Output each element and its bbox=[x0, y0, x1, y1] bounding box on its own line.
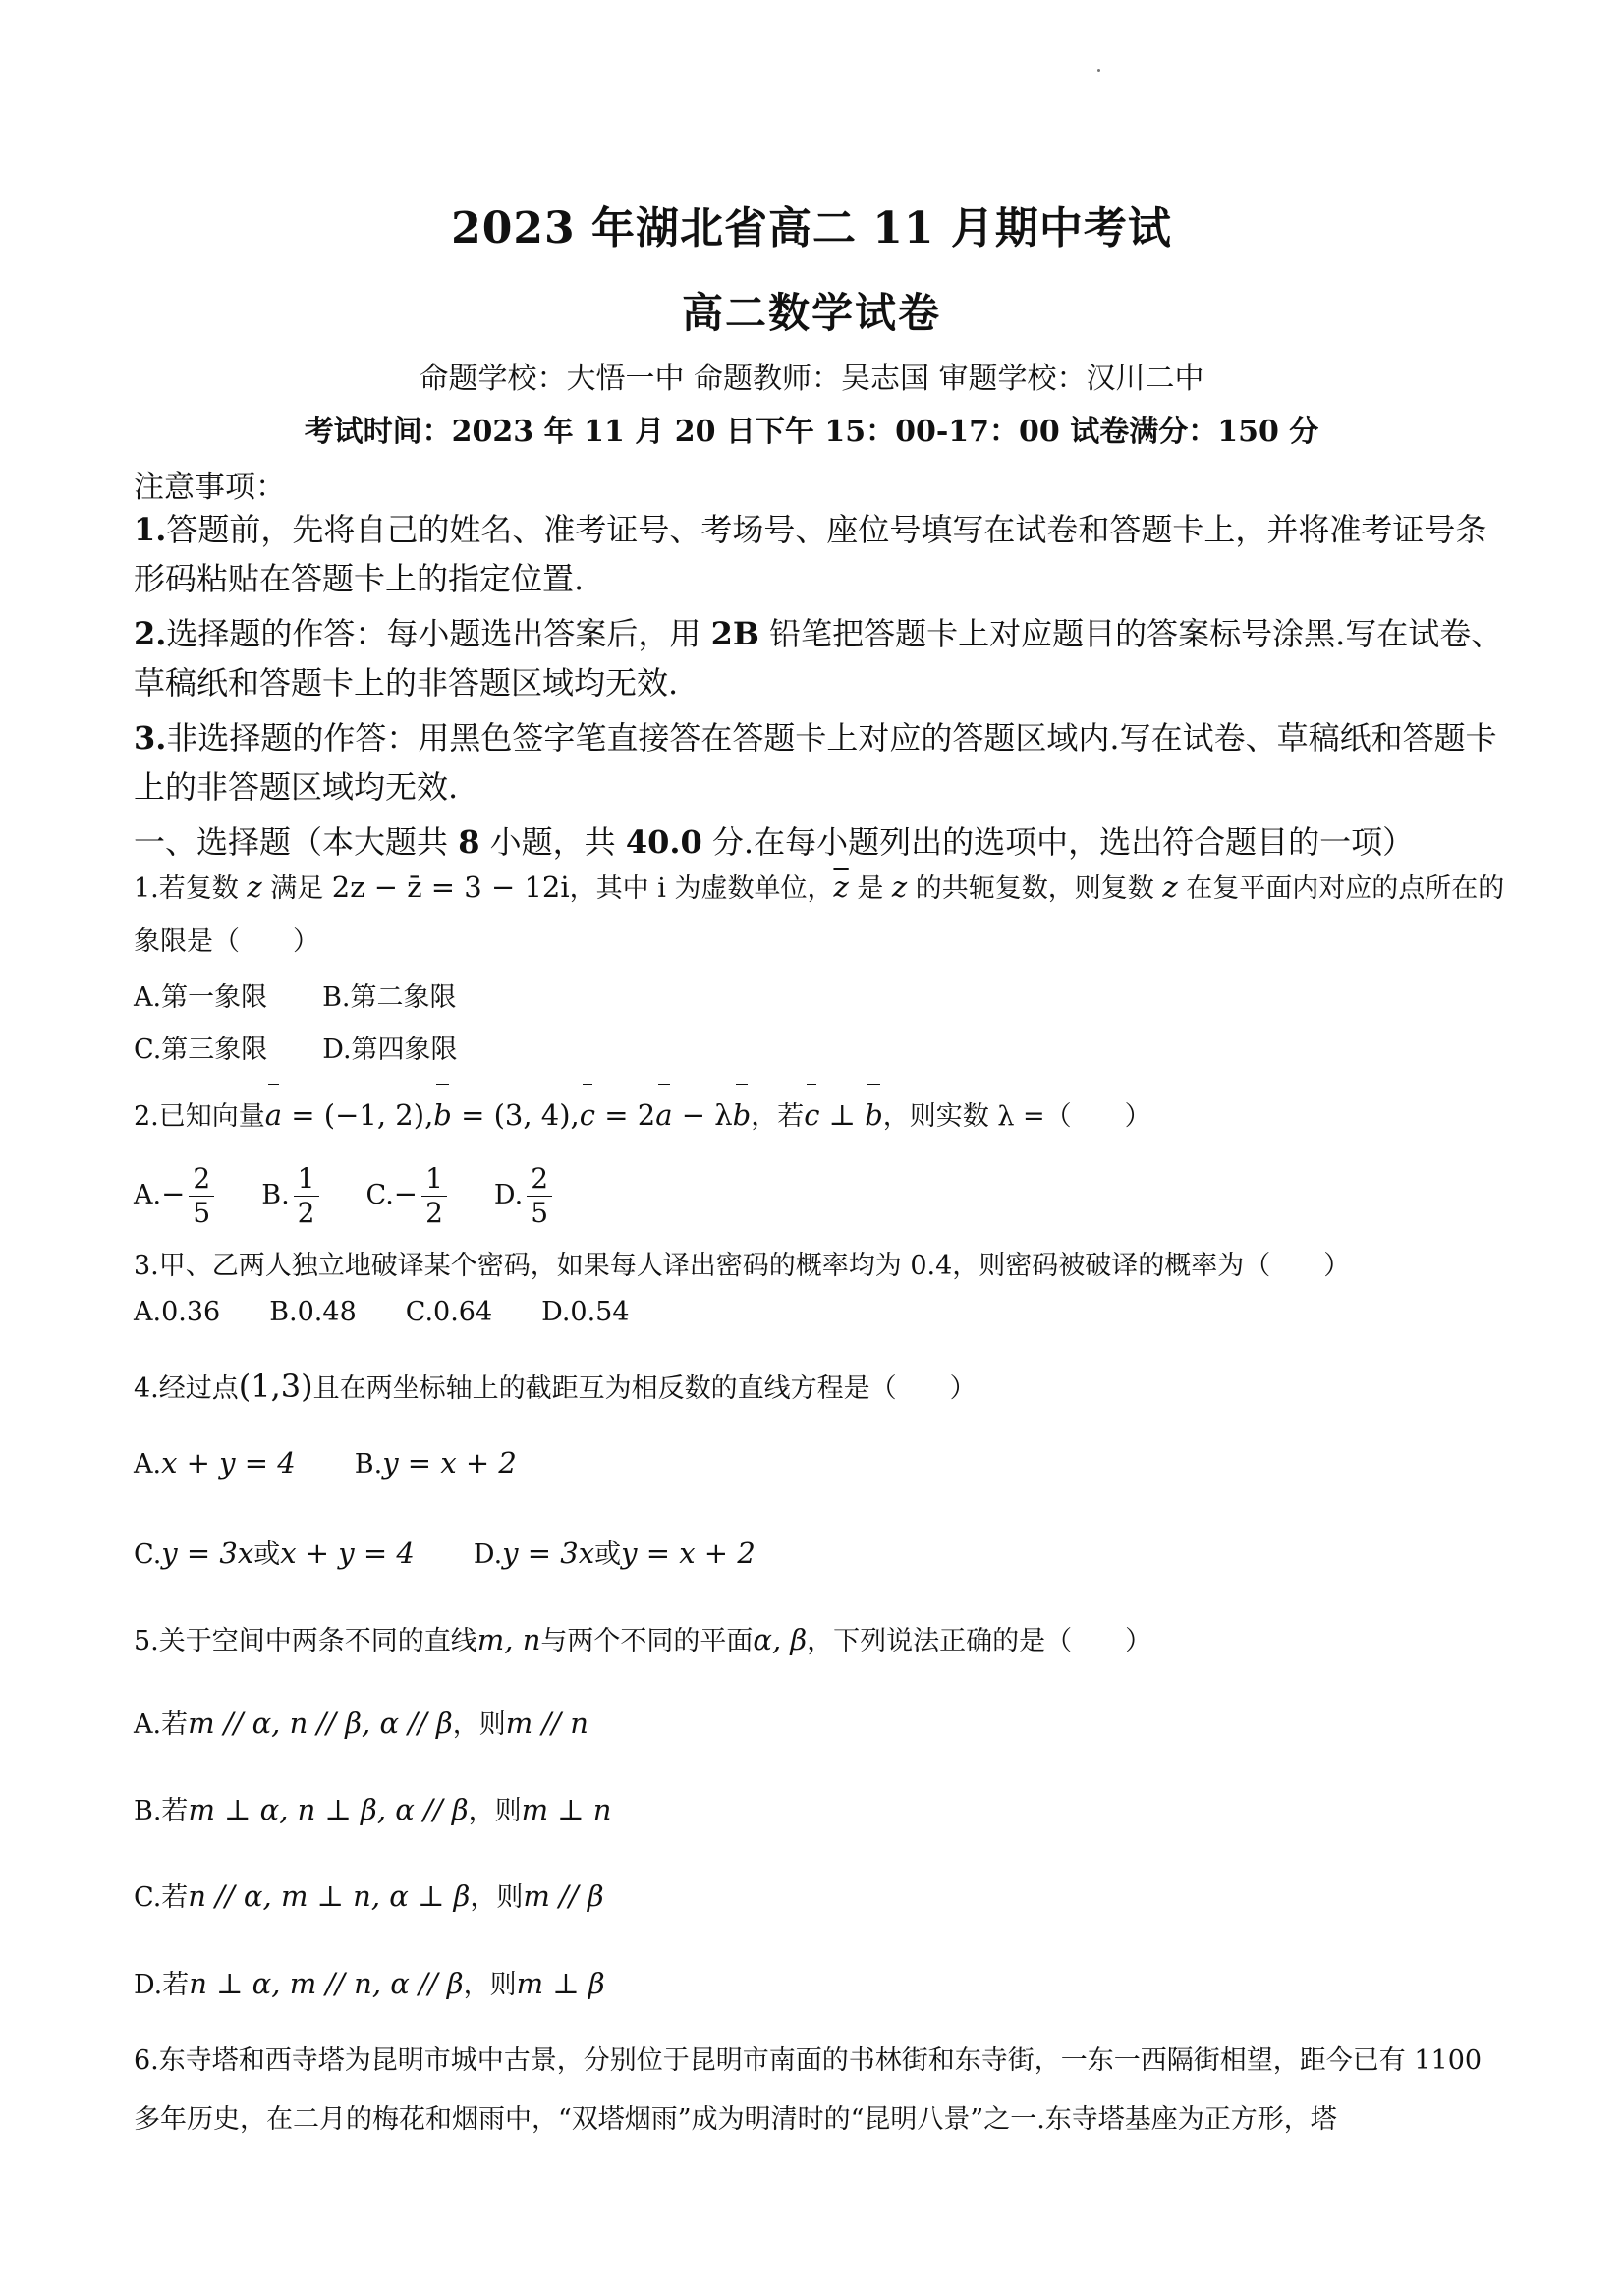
q2-text-3: ，则实数 λ =（ ） bbox=[882, 1101, 1151, 1132]
q5-option-a-cond: m // α, n // β, α // β bbox=[188, 1707, 453, 1740]
q1-var-z: z bbox=[247, 870, 262, 904]
q2-option-c bbox=[365, 1162, 451, 1229]
q4-option-c-label: C. bbox=[134, 1540, 162, 1570]
q2-option-b-num: 1 bbox=[294, 1162, 319, 1197]
q3-option-c: C.0.64 bbox=[405, 1297, 493, 1327]
q5-option-a-then: ，则 bbox=[452, 1709, 506, 1740]
q4-text-1: 4.经过点 bbox=[134, 1373, 239, 1404]
exam-title: 2023 年湖北省高二 11 月期中考试 bbox=[451, 203, 1172, 253]
q3-option-d: D.0.54 bbox=[541, 1297, 630, 1327]
q4-option-d-eq1: y = 3x bbox=[502, 1537, 595, 1570]
notice-heading: 注意事项： bbox=[134, 470, 286, 505]
q1-text-5: 的共轭复数，则复数 bbox=[907, 873, 1163, 904]
notice-item-3-text: 非选择题的作答：用黑色签字笔直接答在答题卡上对应的答题区域内.写在试卷、草稿纸和答题卡上的非答题区域均无效. bbox=[134, 719, 1497, 806]
q2-option-d-num: 2 bbox=[527, 1162, 552, 1197]
q2-option-d-fraction bbox=[527, 1162, 552, 1230]
q2-option-c-sign: − bbox=[393, 1177, 419, 1210]
q4-text-2: 且在两坐标轴上的截距互为相反数的直线方程是（ ） bbox=[312, 1373, 977, 1404]
q4-option-a-label: A. bbox=[134, 1449, 162, 1480]
q1-option-a: A.第一象限 bbox=[134, 982, 268, 1013]
q5-option-b-result: m ⊥ n bbox=[521, 1793, 612, 1826]
q1-var-z2: z bbox=[891, 870, 908, 904]
q5-option-b-cond: m ⊥ α, n ⊥ β, α // β bbox=[188, 1793, 469, 1826]
q1-text-4: 是 bbox=[848, 873, 892, 904]
q2-vec-a: a bbox=[265, 1089, 282, 1142]
notice-item-3-num: 3. bbox=[134, 719, 167, 756]
notice-item-2-num: 2. bbox=[134, 615, 167, 652]
q3-options bbox=[134, 1297, 630, 1327]
question-4 bbox=[134, 1360, 1509, 1416]
q1-var-z3: z bbox=[1162, 870, 1178, 904]
q5-planes: α, β bbox=[753, 1623, 808, 1656]
q5-option-d bbox=[134, 1963, 605, 2001]
q5-option-a-result: m // n bbox=[505, 1707, 588, 1740]
q1-text-3: ，其中 i 为虚数单位， bbox=[569, 873, 834, 904]
q2-text-2: ，若 bbox=[751, 1101, 805, 1132]
q1-text-6: 在复平面内对应的点所在的象限是（ ） bbox=[134, 873, 1505, 957]
question-6: 6.东寺塔和西寺塔为昆明市城中古景，分别位于昆明市南面的书林街和东寺街，一东一西隔街相望，距今已有 1100 多年历史，在二月的梅花和烟雨中，“双塔烟雨”成为明清时的“昆明八景”之一.东寺塔基座为正方形，塔 bbox=[134, 2045, 1483, 2135]
q2-option-a bbox=[134, 1162, 218, 1229]
q5-option-b-then: ，则 bbox=[468, 1796, 522, 1826]
q4-option-d-eq2: y = x + 2 bbox=[621, 1537, 756, 1570]
q4-point: (1,3) bbox=[238, 1368, 313, 1405]
exam-info-line: 考试时间：2023 年 11 月 20 日下午 15：00-17：00 试卷满分：150 分 bbox=[304, 415, 1319, 449]
question-2 bbox=[134, 1089, 1509, 1144]
q4-option-b-label: B. bbox=[354, 1449, 383, 1480]
q2-text-1: 2.已知向量 bbox=[134, 1101, 265, 1132]
q5-option-d-cond: n ⊥ α, m // n, α // β bbox=[189, 1967, 464, 2000]
q3-option-b: B.0.48 bbox=[269, 1297, 357, 1327]
q2-eq-1: = (−1, 2), bbox=[282, 1098, 434, 1132]
q2-option-b-den: 2 bbox=[297, 1197, 315, 1229]
q2-option-a-sign: − bbox=[161, 1177, 186, 1210]
question-3: 3.甲、乙两人独立地破译某个密码，如果每人译出密码的概率均为 0.4，则密码被破译的概率为（ ） bbox=[134, 1251, 1351, 1281]
q2-option-b-fraction bbox=[294, 1162, 319, 1230]
notice-item-1-num: 1. bbox=[134, 511, 167, 548]
q1-text-2: 满足 bbox=[261, 873, 332, 904]
q4-option-c-eq1: y = 3x bbox=[161, 1537, 254, 1570]
question-5 bbox=[134, 1613, 1509, 1668]
q2-option-d-den: 5 bbox=[531, 1197, 549, 1229]
q1-options-row-1 bbox=[134, 976, 457, 1014]
notice-item-1 bbox=[134, 505, 1509, 603]
q1-option-b: B.第二象限 bbox=[322, 982, 457, 1013]
q2-vec-c2: c bbox=[804, 1089, 819, 1142]
exam-subtitle: 高二数学试卷 bbox=[681, 289, 941, 337]
q4-options-row-2 bbox=[134, 1533, 756, 1571]
notice-item-2-text-a: 选择题的作答：每小题选出答案后，用 bbox=[166, 615, 711, 652]
q2-eq-2: = (3, 4), bbox=[451, 1098, 580, 1132]
notice-item-1-text: 答题前，先将自己的姓名、准考证号、考场号、座位号填写在试卷和答题卡上，并将准考证号条形码粘贴在答题卡上的指定位置. bbox=[134, 511, 1487, 597]
q5-option-c-result: m // β bbox=[523, 1879, 604, 1913]
notice-item-2-text-c: 铅笔把答题卡上对应题目的答案标号涂黑.写在试卷、草稿纸和答题卡上的非答题区域均无效. bbox=[134, 615, 1503, 701]
q4-options-row-1 bbox=[134, 1446, 517, 1480]
section-points: 40.0 bbox=[625, 823, 702, 861]
q2-eq-4: − λ bbox=[672, 1098, 733, 1132]
q2-option-a-den: 5 bbox=[193, 1197, 211, 1229]
section-text-c: 小题，共 bbox=[479, 823, 626, 861]
q1-text-1: 1.若复数 bbox=[134, 873, 248, 904]
q2-vec-c: c bbox=[580, 1089, 595, 1142]
q5-option-c-then: ，则 bbox=[470, 1882, 524, 1913]
q5-option-c-label: C.若 bbox=[134, 1882, 189, 1913]
q5-text-3: ，下列说法正确的是（ ） bbox=[807, 1626, 1152, 1656]
q5-lines: m, n bbox=[476, 1623, 541, 1656]
q2-vec-b3: b bbox=[865, 1089, 883, 1142]
q2-eq-3: = 2 bbox=[595, 1098, 656, 1132]
q2-vec-a2: a bbox=[655, 1089, 672, 1142]
q5-text-2: 与两个不同的平面 bbox=[540, 1626, 754, 1656]
scan-dot bbox=[1097, 69, 1100, 72]
q2-option-a-num: 2 bbox=[189, 1162, 214, 1197]
q5-option-d-result: m ⊥ β bbox=[516, 1967, 605, 2000]
notice-item-2 bbox=[134, 609, 1509, 707]
q2-option-a-label: A. bbox=[134, 1180, 162, 1210]
section-text-e: 分.在每小题列出的选项中，选出符合题目的一项） bbox=[701, 823, 1415, 861]
q1-var-zbar: $\overline{z}$ bbox=[833, 870, 849, 904]
q1-option-c: C.第三象限 bbox=[134, 1035, 268, 1065]
q2-option-b-label: B. bbox=[261, 1180, 290, 1210]
q4-option-a: x + y = 4 bbox=[161, 1446, 296, 1480]
q4-option-c-eq2: x + y = 4 bbox=[280, 1537, 415, 1570]
section-heading bbox=[134, 817, 1529, 863]
q2-option-c-label: C. bbox=[365, 1180, 394, 1210]
q5-text-1: 5.关于空间中两条不同的直线 bbox=[134, 1626, 477, 1656]
notice-item-2-pencil: 2B bbox=[710, 615, 759, 652]
authors-line: 命题学校：大悟一中 命题教师：吴志国 审题学校：汉川二中 bbox=[419, 362, 1204, 396]
q2-option-c-den: 2 bbox=[425, 1197, 443, 1229]
q2-perp: ⊥ bbox=[819, 1098, 866, 1132]
q2-option-a-fraction bbox=[189, 1162, 214, 1230]
section-text-a: 一、选择题（本大题共 bbox=[134, 823, 459, 861]
q2-vec-b: b bbox=[433, 1089, 452, 1142]
q2-option-d bbox=[493, 1162, 556, 1229]
q2-option-c-fraction bbox=[421, 1162, 447, 1230]
q4-option-c-or: 或 bbox=[253, 1540, 281, 1570]
q5-option-c-cond: n // α, m ⊥ n, α ⊥ β bbox=[188, 1879, 471, 1913]
q1-option-d: D.第四象限 bbox=[322, 1035, 458, 1065]
section-count: 8 bbox=[458, 823, 480, 861]
q5-option-b bbox=[134, 1789, 611, 1827]
q1-options-row-2 bbox=[134, 1028, 458, 1066]
q2-options bbox=[134, 1162, 556, 1230]
q4-option-d-label: D. bbox=[473, 1540, 503, 1570]
q1-equation: 2z − z̄ = 3 − 12i bbox=[331, 870, 570, 904]
q5-option-d-label: D.若 bbox=[134, 1970, 190, 2000]
q4-option-b: y = x + 2 bbox=[382, 1446, 517, 1480]
q2-vec-b2: b bbox=[733, 1089, 752, 1142]
question-1 bbox=[134, 861, 1509, 969]
q5-option-d-then: ，则 bbox=[463, 1970, 517, 2000]
q4-option-d-or: 或 bbox=[594, 1540, 622, 1570]
q2-option-c-num: 1 bbox=[421, 1162, 447, 1197]
q5-option-b-label: B.若 bbox=[134, 1796, 189, 1826]
q5-option-c bbox=[134, 1876, 604, 1914]
q5-option-a bbox=[134, 1703, 588, 1741]
q5-option-a-label: A.若 bbox=[134, 1709, 189, 1740]
q2-option-d-label: D. bbox=[493, 1180, 524, 1210]
q2-option-b bbox=[261, 1162, 322, 1229]
q3-option-a: A.0.36 bbox=[134, 1297, 221, 1327]
notice-item-3 bbox=[134, 713, 1509, 812]
